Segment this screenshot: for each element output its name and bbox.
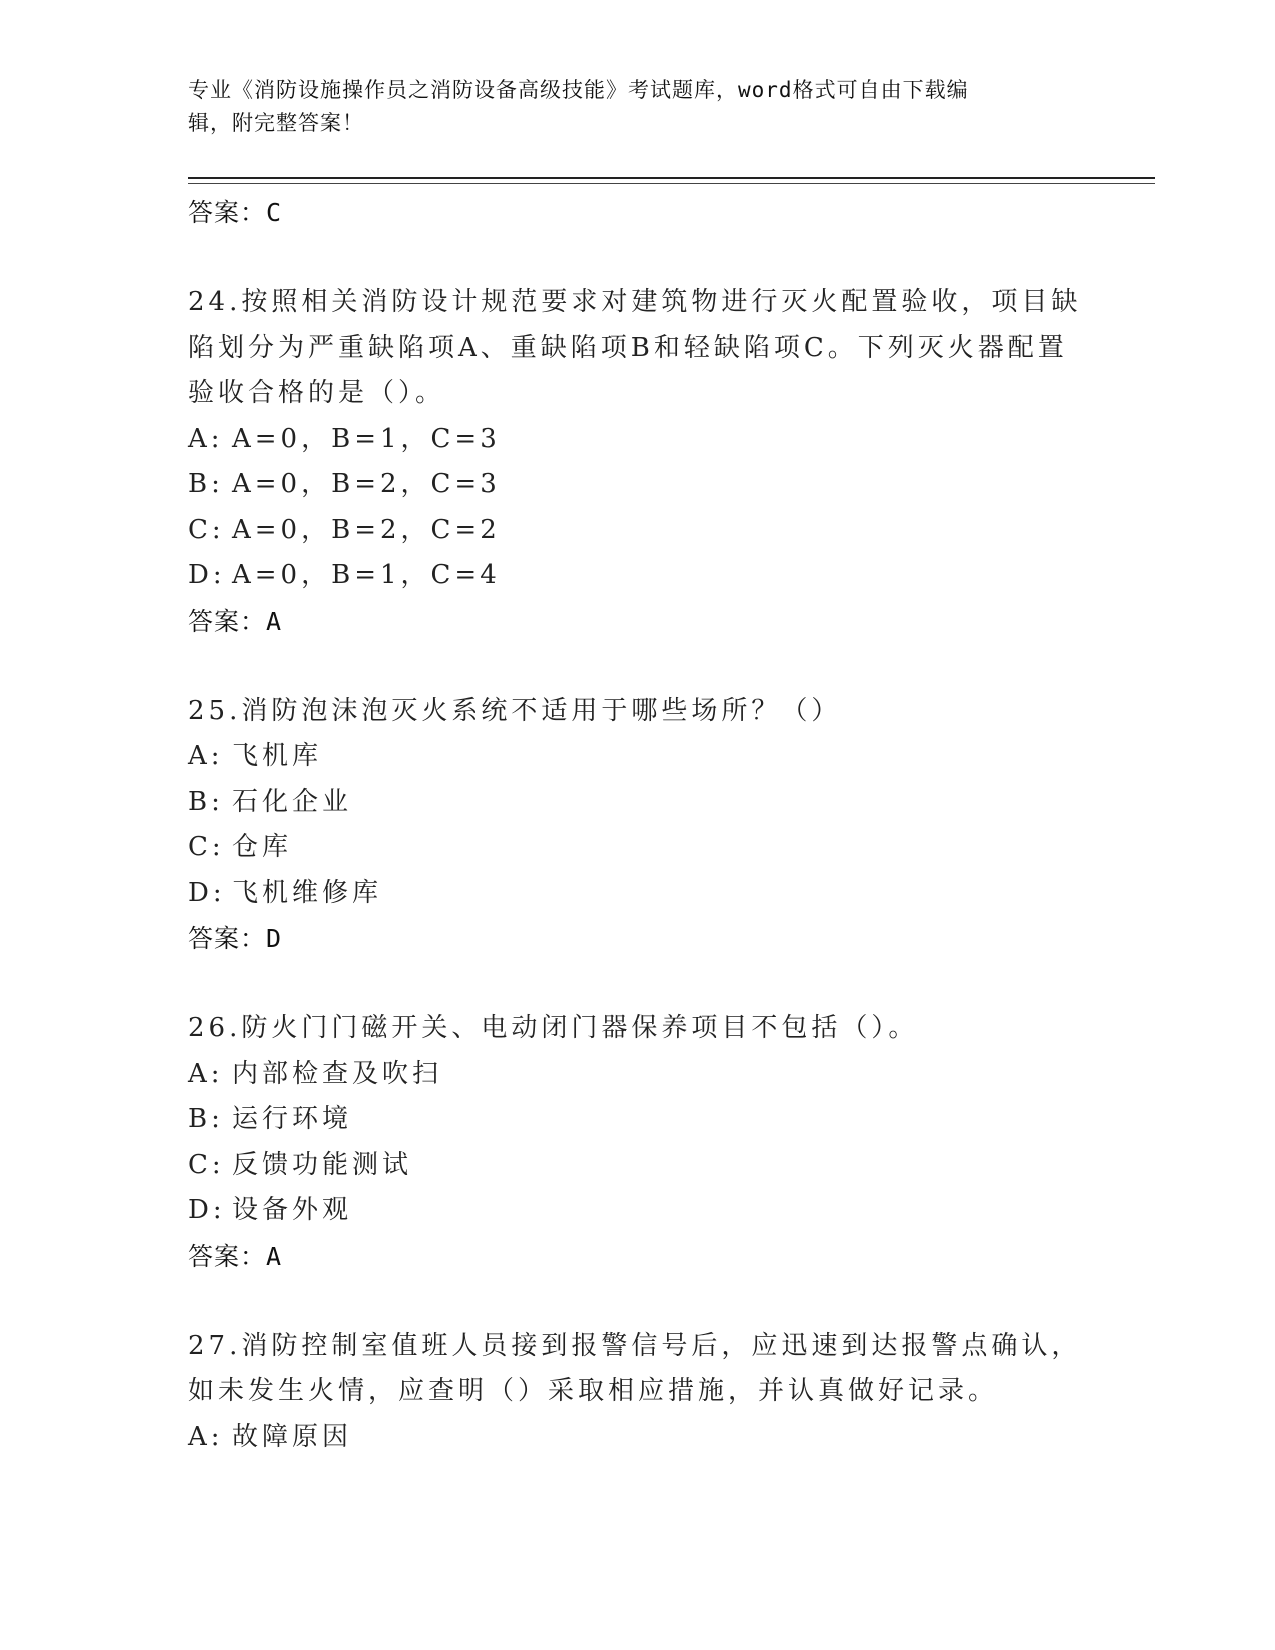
option-text: 石化企业 <box>232 786 353 817</box>
question-text: 25.消防泡沫泡灭火系统不适用于哪些场所？（） <box>188 695 842 726</box>
option-a <box>188 734 1088 780</box>
option-text: A=0，B=2，C=3 <box>232 469 501 499</box>
option-text: A=0，B=1，C=3 <box>232 423 501 454</box>
question-text: 26.防火门门磁开关、电动闭门器保养项目不包括（）。 <box>188 1013 919 1043</box>
answer-line: 答案：A <box>188 606 283 636</box>
option-label: C: <box>188 514 225 545</box>
option-label: D: <box>188 1195 226 1225</box>
option-text: A=0，B=1，C=4 <box>232 560 501 590</box>
option-b <box>188 462 1088 508</box>
option-label: B: <box>188 786 224 817</box>
option-c <box>188 508 1088 554</box>
option-label: A: <box>188 423 224 454</box>
option-label: C: <box>188 832 225 862</box>
question-text: 27.消防控制室值班人员接到报警信号后，应迅速到达报警点确认，如未发生火情，应查明（）采取相应措施，并认真做好记录。 <box>188 1330 1082 1406</box>
option-a <box>188 417 1088 463</box>
option-text: 仓库 <box>232 832 293 862</box>
question-text: 24.按照相关消防设计规范要求对建筑物进行灭火配置验收，项目缺陷划分为严重缺陷项A、重缺陷项B和轻缺陷项C。下列灭火器配置验收合格的是（）。 <box>188 287 1082 408</box>
answer-line: 答案：D <box>188 924 283 953</box>
option-d <box>188 871 1088 917</box>
option-label: D: <box>188 877 226 908</box>
option-text: 设备外观 <box>232 1195 353 1225</box>
option-b <box>188 780 1088 826</box>
option-c <box>188 1143 1088 1189</box>
option-label: A: <box>188 1058 224 1089</box>
option-b <box>188 1097 1088 1143</box>
option-d <box>188 1188 1088 1234</box>
option-d <box>188 553 1088 599</box>
header-divider-thick <box>188 177 1155 179</box>
option-text: 内部检查及吹扫 <box>232 1058 443 1089</box>
header-line-2: 辑，附完整答案！ <box>188 111 364 135</box>
option-text: 飞机库 <box>232 741 323 771</box>
option-label: D: <box>188 560 226 590</box>
answer-line: 答案：A <box>188 1241 283 1271</box>
option-label: C: <box>188 1149 225 1180</box>
option-text: 飞机维修库 <box>232 877 383 908</box>
option-c <box>188 825 1088 871</box>
option-label: B: <box>188 469 224 499</box>
answer-line: 答案：C <box>188 198 283 227</box>
option-text: 故障原因 <box>232 1421 353 1452</box>
header-line-1: 专业《消防设施操作员之消防设备高级技能》考试题库，word格式可自由下载编 <box>188 78 969 102</box>
header-divider-thin <box>188 183 1155 184</box>
question-list <box>188 190 1088 1460</box>
option-label: A: <box>188 741 224 771</box>
option-a <box>188 1415 1088 1461</box>
option-text: 反馈功能测试 <box>232 1149 413 1180</box>
option-label: A: <box>188 1421 224 1452</box>
option-text: 运行环境 <box>232 1104 353 1134</box>
option-text: A=0，B=2，C=2 <box>232 514 501 545</box>
document-header <box>188 74 1068 140</box>
question-block <box>188 1006 1088 1280</box>
option-label: B: <box>188 1104 224 1134</box>
option-a <box>188 1052 1088 1098</box>
question-block <box>188 280 1088 645</box>
question-block <box>188 689 1088 963</box>
question-block <box>188 1324 1088 1461</box>
